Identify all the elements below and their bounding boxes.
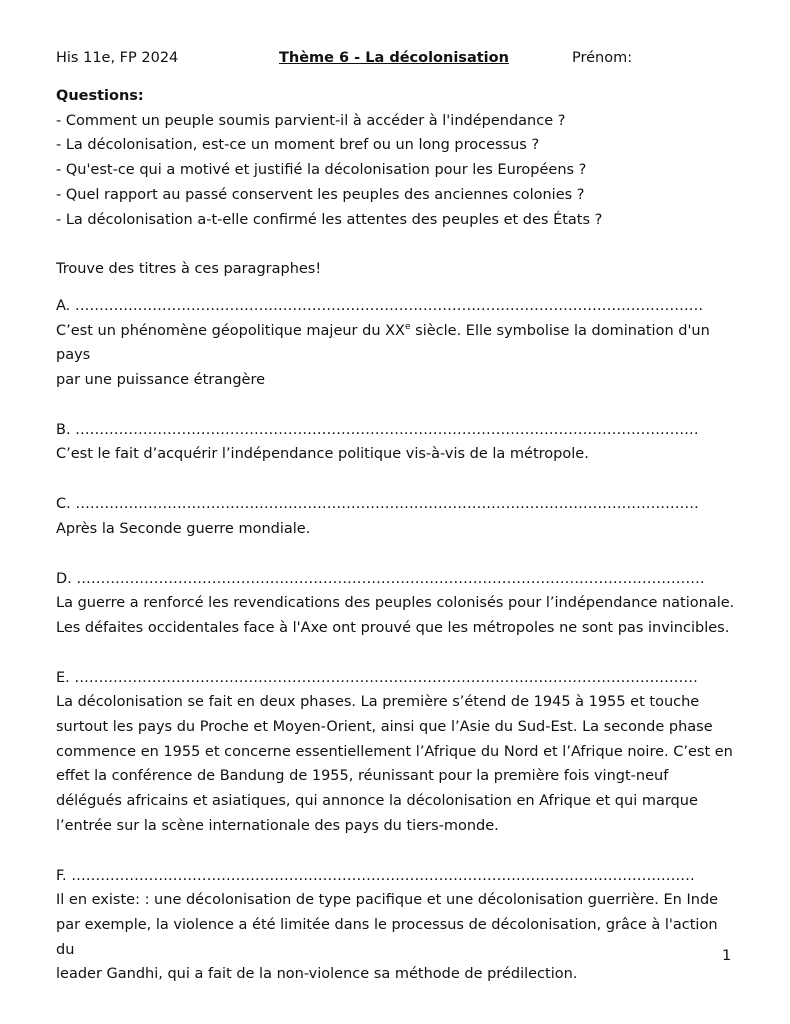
paragraph-line: La décolonisation se fait en deux phases. La première s’étend de 1945 à 1955 et touche xyxy=(56,694,700,711)
paragraph-letter: A. xyxy=(56,297,71,314)
paragraph-line: La guerre a renforcé les revendications des peuples colonisés pour l’indépendance nationale. xyxy=(56,595,735,612)
title-blank-line: ………………………………………………………………………………………………………………… xyxy=(75,421,699,438)
paragraph-title-blank xyxy=(56,492,740,517)
paragraph-line: par une puissance étrangère xyxy=(56,372,266,389)
paragraph-line: Les défaites occidentales face à l'Axe ont prouvé que les métropoles ne sont pas invincibles. xyxy=(56,619,730,636)
paragraph-line: Il en existe: : une décolonisation de type pacifique et une décolonisation guerrière. En Inde xyxy=(56,892,719,909)
paragraph-line: commence en 1955 et concerne essentiellement l’Afrique du Nord et l’Afrique noire. C’est en xyxy=(56,743,733,760)
paragraph-title-blank xyxy=(56,864,740,889)
course-label: His 11e, FP 2024 xyxy=(56,50,179,66)
paragraph-e xyxy=(56,666,740,839)
paragraph-f xyxy=(56,864,740,988)
paragraph-c xyxy=(56,492,740,541)
paragraph-text: C’est le fait d’acquérir l’indépendance politique vis-à-vis de la métropole. xyxy=(56,446,589,463)
document-body xyxy=(56,84,740,987)
question-item: - La décolonisation, est-ce un moment bref ou un long processus ? xyxy=(56,137,540,154)
paragraph-b xyxy=(56,418,740,467)
paragraph-letter: D. xyxy=(56,570,72,587)
title-blank-line: ………………………………………………………………………………………………………………… xyxy=(75,496,699,513)
question-item: - Quel rapport au passé conservent les peuples des anciennes colonies ? xyxy=(56,186,585,203)
paragraph-line: par exemple, la violence a été limitée dans le processus de décolonisation, grâce à l'action du xyxy=(56,916,718,958)
superscript-e: e xyxy=(405,321,411,332)
title-blank-line: …………………………………………………………………………………………………………………. xyxy=(74,297,703,314)
questions-list xyxy=(56,109,740,233)
instruction-text: Trouve des titres à ces paragraphes! xyxy=(56,261,322,278)
paragraph-title-blank xyxy=(56,418,740,443)
paragraph-text: Après la Seconde guerre mondiale. xyxy=(56,520,311,537)
paragraph-line: siècle. Elle symbolise la domination d'un pays xyxy=(56,322,710,364)
paragraph-letter: B. xyxy=(56,421,71,438)
page-number: 1 xyxy=(722,948,732,964)
paragraph-line: surtout les pays du Proche et Moyen-Orient, ainsi que l’Asie du Sud-Est. La seconde phase xyxy=(56,719,713,736)
paragraph-a xyxy=(56,294,740,393)
title-blank-line: ………………………………………………………………………………………………………………… xyxy=(71,867,695,884)
question-item: - Qu'est-ce qui a motivé et justifié la décolonisation pour les Européens ? xyxy=(56,162,587,179)
questions-title: Questions: xyxy=(56,88,144,104)
paragraph-text xyxy=(56,319,740,393)
firstname-label: Prénom: xyxy=(572,50,633,66)
page-title: Thème 6 - La décolonisation xyxy=(279,50,509,66)
paragraph-title-blank xyxy=(56,666,740,691)
paragraph-line: C’est un phénomène géopolitique majeur du XX xyxy=(56,322,405,339)
question-item: - Comment un peuple soumis parvient-il à accéder à l'indépendance ? xyxy=(56,112,566,129)
paragraph-letter: C. xyxy=(56,496,71,513)
title-blank-line: …………………………………………………………………………………………………………………. xyxy=(76,570,705,587)
title-blank-line: ………………………………………………………………………………………………………………… xyxy=(74,669,698,686)
paragraph-line: effet la conférence de Bandung de 1955, réunissant pour la première fois vingt-neuf xyxy=(56,768,669,785)
paragraph-letter: F. xyxy=(56,867,67,884)
page-header xyxy=(56,46,756,70)
question-item: - La décolonisation a-t-elle confirmé les attentes des peuples et des États ? xyxy=(56,211,603,228)
paragraph-title-blank xyxy=(56,567,740,592)
paragraph-line: leader Gandhi, qui a fait de la non-violence sa méthode de prédilection. xyxy=(56,966,578,983)
paragraph-letter: E. xyxy=(56,669,70,686)
paragraph-line: délégués africains et asiatiques, qui annonce la décolonisation en Afrique et qui marque xyxy=(56,793,698,810)
paragraph-line: l’entrée sur la scène internationale des pays du tiers-monde. xyxy=(56,817,499,834)
paragraph-d xyxy=(56,567,740,641)
paragraph-title-blank xyxy=(56,294,740,319)
